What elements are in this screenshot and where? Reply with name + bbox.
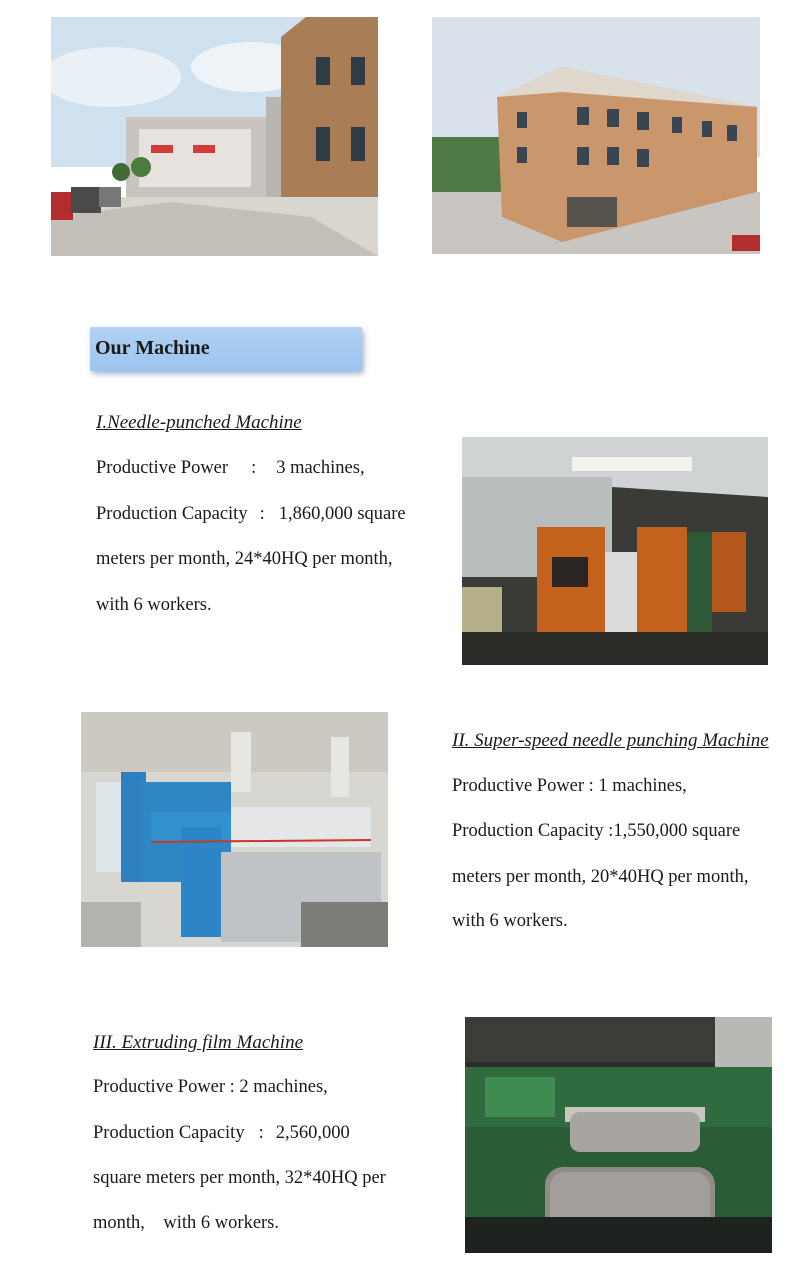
needle-power-sep: :	[251, 458, 257, 478]
extruding-film-heading: III. Extruding film Machine	[93, 1032, 304, 1053]
section-title-badge	[90, 327, 362, 371]
needle-power-label: Productive Power	[96, 458, 229, 478]
needle-line-3: meters per month, 24*40HQ per month,	[96, 549, 393, 569]
super-speed-line-2: Production Capacity :1,550,000 square	[452, 821, 741, 841]
needle-punched-heading: I.Needle-punched Machine	[96, 412, 302, 433]
extruding-capacity-sep: :	[258, 1123, 264, 1143]
needle-capacity-label: Production Capacity	[96, 504, 248, 524]
extruding-line-1: Productive Power : 2 machines,	[93, 1077, 328, 1097]
super-speed-line-3: meters per month, 20*40HQ per month,	[452, 867, 749, 887]
extruding-capacity-value: 2,560,000	[275, 1123, 350, 1143]
needle-power-value: 3 machines,	[276, 458, 365, 478]
super-speed-heading: II. Super-speed needle punching Machine	[452, 730, 769, 751]
extruding-line-4: month, with 6 workers.	[93, 1213, 280, 1233]
office-building-photo	[432, 17, 760, 254]
extruding-line-3: square meters per month, 32*40HQ per	[93, 1168, 386, 1188]
super-speed-line-1: Productive Power : 1 machines,	[452, 776, 687, 796]
needle-capacity-value: 1,860,000 square	[278, 504, 406, 524]
super-speed-line-4: with 6 workers.	[452, 911, 568, 931]
needle-capacity-line	[96, 504, 406, 525]
super-speed-machine-photo	[81, 712, 388, 947]
factory-yard-photo	[51, 17, 378, 256]
needle-capacity-sep: :	[259, 504, 265, 524]
extruding-capacity-label: Production Capacity	[93, 1123, 245, 1143]
needle-power-line	[96, 458, 365, 479]
extruding-film-machine-photo	[465, 1017, 772, 1253]
extruding-capacity-line	[93, 1123, 350, 1144]
needle-line-4: with 6 workers.	[96, 595, 212, 615]
section-title: Our Machine	[95, 337, 210, 359]
needle-punched-machine-photo	[462, 437, 768, 665]
